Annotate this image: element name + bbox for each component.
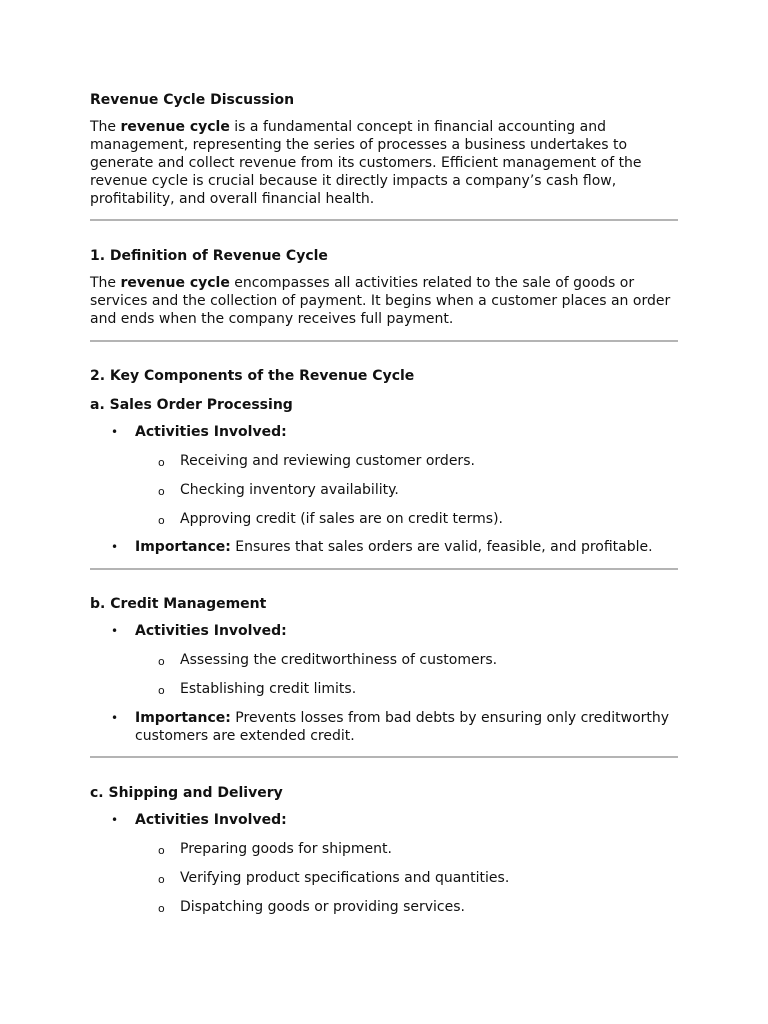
section-1-bold-term: revenue cycle — [120, 275, 230, 291]
bullet-icon: • — [111, 540, 119, 554]
list-item — [90, 452, 678, 470]
activities-list — [90, 651, 678, 698]
activity-text: Verifying product specifications and quantities. — [180, 870, 510, 886]
section-1-text-after: encompasses all activities related to the sale of goods or services and the collection of payment. It begins when a customer places an order and ends when the company receives full payment. — [90, 275, 671, 327]
subsection-c-heading: c. Shipping and Delivery — [90, 785, 283, 801]
list-item — [90, 811, 678, 916]
bullet-icon: • — [111, 425, 119, 439]
section-divider — [90, 340, 678, 342]
list-item — [90, 538, 678, 556]
activity-text: Establishing credit limits. — [180, 681, 357, 697]
document-title: Revenue Cycle Discussion — [90, 92, 295, 108]
sub-bullet-icon: o — [158, 456, 165, 469]
sub-bullet-icon: o — [158, 684, 165, 697]
subsection-b-list — [90, 622, 678, 745]
section-2-heading: 2. Key Components of the Revenue Cycle — [90, 368, 415, 384]
subsection-a-heading: a. Sales Order Processing — [90, 397, 293, 413]
bullet-icon: • — [111, 813, 119, 827]
section-divider — [90, 219, 678, 221]
activities-list — [90, 452, 678, 528]
list-item — [90, 709, 678, 745]
importance-text: Ensures that sales orders are valid, feasible, and profitable. — [230, 539, 653, 555]
list-item — [90, 869, 678, 887]
list-item — [90, 840, 678, 858]
list-item — [90, 622, 678, 698]
list-item — [90, 898, 678, 916]
activity-text: Preparing goods for shipment. — [180, 841, 392, 857]
subsection-c-list — [90, 811, 678, 916]
activities-label: Activities Involved: — [135, 424, 287, 440]
list-item — [90, 423, 678, 528]
subsection-b-heading: b. Credit Management — [90, 596, 267, 612]
section-1-heading: 1. Definition of Revenue Cycle — [90, 248, 328, 264]
sub-bullet-icon: o — [158, 873, 165, 886]
activities-label: Activities Involved: — [135, 812, 287, 828]
intro-text-before: The — [90, 119, 121, 135]
importance-label: Importance: — [135, 710, 231, 726]
activity-text: Dispatching goods or providing services. — [180, 899, 465, 915]
list-item — [90, 481, 678, 499]
section-1-paragraph — [90, 274, 678, 328]
section-divider — [90, 756, 678, 758]
list-item — [90, 680, 678, 698]
activities-list — [90, 840, 678, 916]
sub-bullet-icon: o — [158, 902, 165, 915]
intro-paragraph — [90, 118, 678, 208]
list-item — [90, 651, 678, 669]
section-divider — [90, 568, 678, 570]
sub-bullet-icon: o — [158, 485, 165, 498]
sub-bullet-icon: o — [158, 514, 165, 527]
list-item — [90, 510, 678, 528]
importance-text: Prevents losses from bad debts by ensuring only creditworthy customers are extended credit. — [135, 710, 670, 744]
bullet-icon: • — [111, 711, 119, 725]
importance-label: Importance: — [135, 539, 231, 555]
intro-text-after: is a fundamental concept in financial accounting and management, representing the series of processes a business undertakes to generate and collect revenue from its customers. Efficient management of the revenue cycle is crucial because it directly impacts a company’s cash flow, profitability, and overall financial health. — [90, 119, 642, 207]
document-content — [90, 90, 678, 916]
section-1-text-before: The — [90, 275, 121, 291]
activity-text: Assessing the creditworthiness of customers. — [180, 652, 498, 668]
bullet-icon: • — [111, 624, 119, 638]
activity-text: Checking inventory availability. — [180, 482, 399, 498]
activity-text: Approving credit (if sales are on credit terms). — [180, 511, 503, 527]
activity-text: Receiving and reviewing customer orders. — [180, 453, 475, 469]
activities-label: Activities Involved: — [135, 623, 287, 639]
sub-bullet-icon: o — [158, 844, 165, 857]
sub-bullet-icon: o — [158, 655, 165, 668]
subsection-a-list — [90, 423, 678, 556]
intro-bold-term: revenue cycle — [120, 119, 230, 135]
